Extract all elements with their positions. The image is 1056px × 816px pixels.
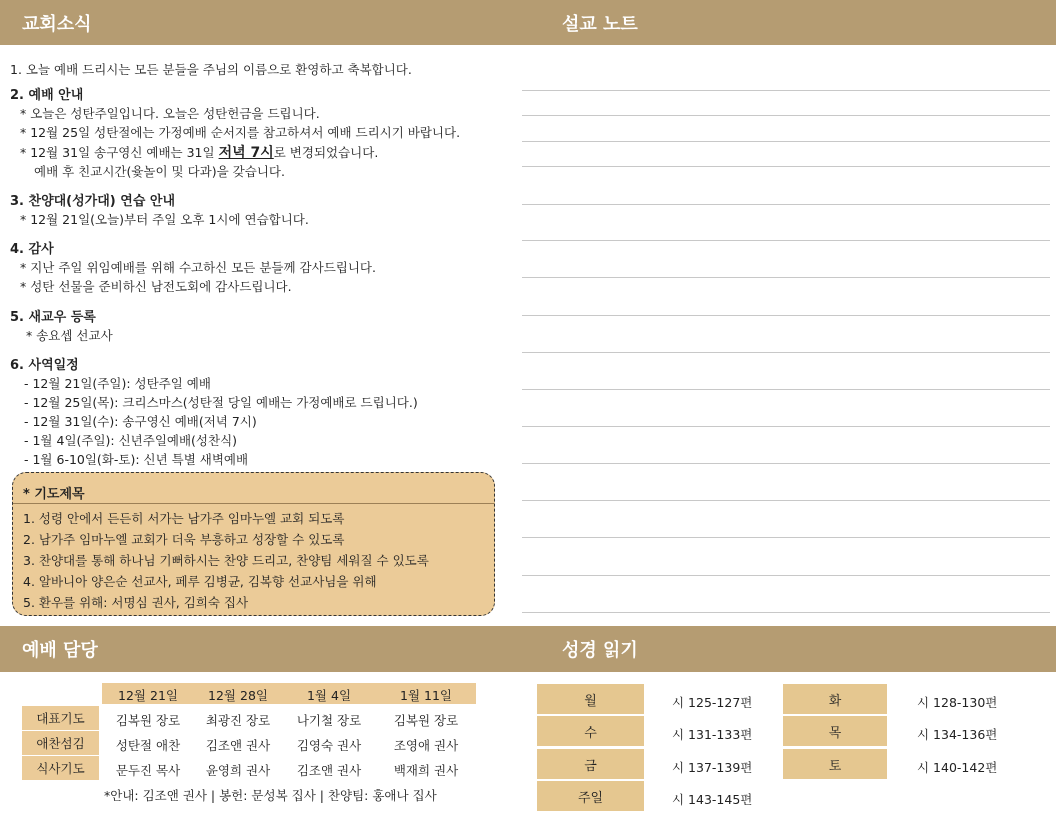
- bible-day: 화: [783, 684, 887, 714]
- new-member-title: 5. 새교우 등록: [10, 310, 96, 325]
- worship-line-3-pre: * 12월 31일 송구영신 예배는 31일: [20, 145, 219, 160]
- duty-cell: 백재희 권사: [393, 763, 459, 778]
- prayer-item: 1. 성령 안에서 든든히 서가는 남가주 임마누엘 교회 되도록: [23, 511, 345, 526]
- note-line: [522, 612, 1050, 613]
- worship-line-3-post: 로 변경되었습니다.: [273, 145, 379, 160]
- note-line: [522, 277, 1050, 278]
- bible-ref: 시 125-127편: [672, 695, 753, 710]
- schedule-title: 6. 사역일정: [10, 358, 79, 373]
- duty-date: 1월 11일: [400, 688, 452, 703]
- duty-footer: *안내: 김조앤 권사 | 봉헌: 문성복 집사 | 찬양팀: 홍애나 집사: [104, 788, 437, 803]
- note-line: [522, 389, 1050, 390]
- note-line: [522, 500, 1050, 501]
- duty-cell: 성탄절 애찬: [115, 738, 181, 753]
- duty-cell: 문두진 목사: [115, 763, 181, 778]
- note-line: [522, 426, 1050, 427]
- schedule-item: - 12월 25일(목): 크리스마스(성탄절 당일 예배는 가정예배로 드립니다.): [24, 395, 418, 410]
- bottom-header-bar: [0, 626, 1056, 672]
- note-line: [522, 240, 1050, 241]
- worship-line-4: 예배 후 친교시간(윷놀이 및 다과)을 갖습니다.: [34, 164, 285, 179]
- choir-title: 3. 찬양대(성가대) 연습 안내: [10, 194, 176, 209]
- note-line: [522, 90, 1050, 91]
- bible-ref: 시 131-133편: [672, 727, 753, 742]
- bible-day: 토: [783, 749, 887, 779]
- thanks-title: 4. 감사: [10, 242, 54, 257]
- bible-ref: 시 134-136편: [917, 727, 998, 742]
- duty-role: 애찬섬김: [22, 731, 99, 755]
- sermon-notes-header: 설교 노트: [562, 13, 638, 35]
- top-header-bar: [0, 0, 1056, 45]
- schedule-item: - 1월 4일(주일): 신년주일예배(성찬식): [24, 433, 238, 448]
- prayer-item: 3. 찬양대를 통해 하나님 기뻐하시는 찬양 드리고, 찬양팀 세워질 수 있도록: [23, 553, 429, 568]
- duty-date: 1월 4일: [306, 688, 352, 703]
- note-line: [522, 463, 1050, 464]
- prayer-requests-box: [12, 472, 495, 616]
- note-line: [522, 537, 1050, 538]
- duty-cell: 김복원 장로: [115, 713, 181, 728]
- worship-title: 2. 예배 안내: [10, 88, 84, 103]
- bible-ref: 시 143-145편: [672, 792, 753, 807]
- duty-role: 대표기도: [22, 706, 99, 730]
- prayer-item: 5. 환우를 위해: 서명심 권사, 김희숙 집사: [23, 595, 249, 610]
- news-header: 교회소식: [22, 13, 92, 35]
- bible-reading-header: 성경 읽기: [562, 640, 638, 661]
- bible-day: 목: [783, 716, 887, 746]
- worship-line-2: * 12월 25일 성탄절에는 가정예배 순서지를 참고하셔서 예배 드리시기 바랍니다.: [20, 125, 461, 140]
- duty-cell: 김조앤 권사: [205, 738, 271, 753]
- note-line: [522, 575, 1050, 576]
- bible-day: 금: [537, 749, 644, 779]
- note-line: [522, 141, 1050, 142]
- new-member-line-1: * 송요셉 선교사: [26, 328, 113, 343]
- note-line: [522, 204, 1050, 205]
- schedule-item: - 1월 6-10일(화-토): 신년 특별 새벽예배: [24, 452, 249, 467]
- worship-duty-header: 예배 담당: [22, 640, 98, 661]
- prayer-title: * 기도제목: [23, 487, 85, 502]
- thanks-line-2: * 성탄 선물을 준비하신 남전도회에 감사드립니다.: [20, 279, 292, 294]
- prayer-item: 2. 남가주 임마누엘 교회가 더욱 부흥하고 성장할 수 있도록: [23, 532, 345, 547]
- note-line: [522, 115, 1050, 116]
- duty-cell: 김조앤 권사: [296, 763, 362, 778]
- bible-ref: 시 137-139편: [672, 760, 753, 775]
- duty-cell: 김영숙 권사: [296, 738, 362, 753]
- bible-day: 수: [537, 716, 644, 746]
- bible-day: 월: [537, 684, 644, 714]
- duty-cell: 최광진 장로: [205, 713, 271, 728]
- worship-time-highlight: 저녁 7시: [218, 145, 274, 161]
- choir-line-1: * 12월 21일(오늘)부터 주일 오후 1시에 연습합니다.: [20, 212, 309, 227]
- duty-cell: 김복원 장로: [393, 713, 459, 728]
- worship-line-1: * 오늘은 성탄주일입니다. 오늘은 성탄헌금을 드립니다.: [20, 106, 320, 121]
- duty-date: 12월 21일: [118, 688, 178, 703]
- bible-ref: 시 128-130편: [917, 695, 998, 710]
- duty-cell: 윤영희 권사: [205, 763, 271, 778]
- prayer-divider: [13, 503, 494, 504]
- news-item-welcome: 1. 오늘 예배 드리시는 모든 분들을 주님의 이름으로 환영하고 축복합니다.: [10, 62, 412, 77]
- schedule-item: - 12월 21일(주일): 성탄주일 예배: [24, 376, 211, 391]
- note-line: [522, 166, 1050, 167]
- note-line: [522, 315, 1050, 316]
- duty-cell: 조영애 권사: [393, 738, 459, 753]
- thanks-line-1: * 지난 주일 위임예배를 위해 수고하신 모든 분들께 감사드립니다.: [20, 260, 376, 275]
- duty-cell: 나기철 장로: [296, 713, 362, 728]
- bible-ref: 시 140-142편: [917, 760, 998, 775]
- note-line: [522, 352, 1050, 353]
- schedule-item: - 12월 31일(수): 송구영신 예배(저녁 7시): [24, 414, 257, 429]
- prayer-item: 4. 알바니아 양은순 선교사, 페루 김병균, 김복향 선교사님을 위해: [23, 574, 377, 589]
- worship-line-3: [20, 142, 378, 162]
- duty-role: 식사기도: [22, 756, 99, 780]
- bible-day: 주일: [537, 781, 644, 811]
- duty-date: 12월 28일: [208, 688, 268, 703]
